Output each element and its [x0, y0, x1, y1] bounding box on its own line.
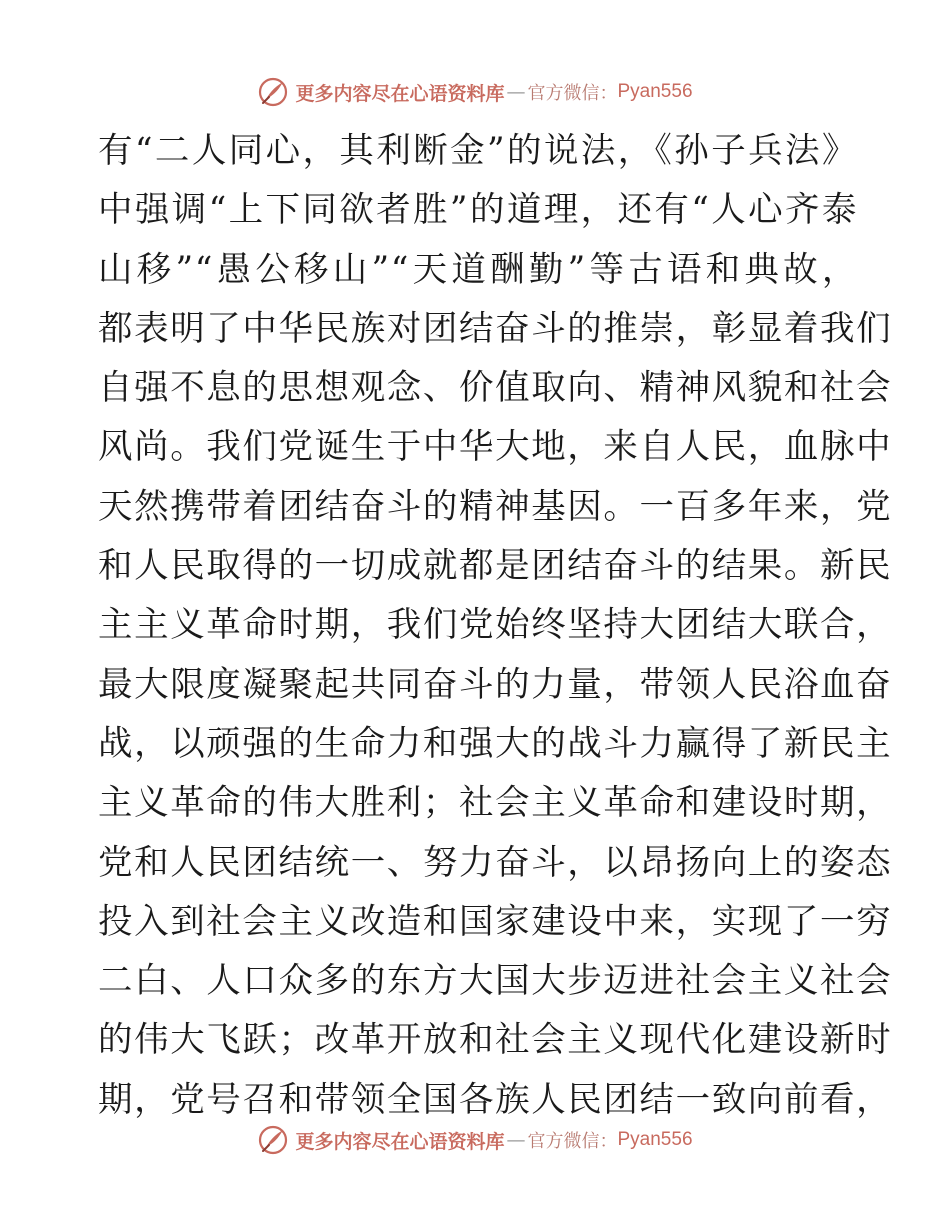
feather-quill-icon: [257, 1124, 289, 1156]
text-line: 二白、人口众多的东方大国大步迈进社会主义社会: [98, 961, 893, 1002]
text-line: 战，以顽强的生命力和强大的战斗力赢得了新民主: [98, 723, 893, 764]
text-line: 中强调“上下同欲者胜”的道理，还有“人心齐泰: [98, 190, 858, 231]
watermark-wechat-id: Pyan556: [617, 1129, 693, 1150]
text-line: 天然携带着团结奋斗的精神基因。一百多年来，党: [98, 486, 893, 527]
text-line: 有“二人同心，其利断金”的说法，《孙子兵法》: [98, 131, 858, 171]
text-line: 都表明了中华民族对团结奋斗的推崇，彰显着我们: [98, 308, 893, 349]
watermark-dash: —: [506, 1129, 526, 1151]
watermark-dash: —: [506, 81, 526, 103]
text-line: 山移”“愚公移山”“天道酬勤”等古语和典故，: [98, 249, 858, 290]
text-line: 投入到社会主义改造和国家建设中来，实现了一穷: [98, 901, 893, 942]
text-line: 党和人民团结统一、努力奋斗，以昂扬向上的姿态: [98, 842, 893, 883]
text-line: 期，党号召和带领全国各族人民团结一致向前看，: [98, 1079, 893, 1120]
watermark-sub-text: 官方微信：: [527, 1131, 618, 1152]
body-text: [98, 122, 893, 1130]
watermark-wechat-id: Pyan556: [617, 81, 693, 102]
watermark-main-text: 更多内容尽在心语资料库: [295, 1130, 505, 1153]
text-line: 和人民取得的一切成就都是团结奋斗的结果。新民: [98, 546, 893, 587]
text-line: 主主义革命时期，我们党始终坚持大团结大联合，: [98, 605, 893, 646]
text-line: 的伟大飞跃；改革开放和社会主义现代化建设新时: [98, 1020, 893, 1061]
watermark-sub-text: 官方微信：: [527, 83, 618, 104]
watermark-footer: [0, 1120, 950, 1160]
text-line: 自强不息的思想观念、价值取向、精神风貌和社会: [98, 368, 893, 409]
feather-quill-icon: [257, 76, 289, 108]
text-line: 最大限度凝聚起共同奋斗的力量，带领人民浴血奋: [98, 664, 893, 705]
text-line: 主义革命的伟大胜利；社会主义革命和建设时期，: [98, 783, 893, 824]
watermark-header: [0, 72, 950, 112]
text-line: 风尚。我们党诞生于中华大地，来自人民，血脉中: [98, 427, 893, 468]
watermark-main-text: 更多内容尽在心语资料库: [295, 82, 505, 105]
